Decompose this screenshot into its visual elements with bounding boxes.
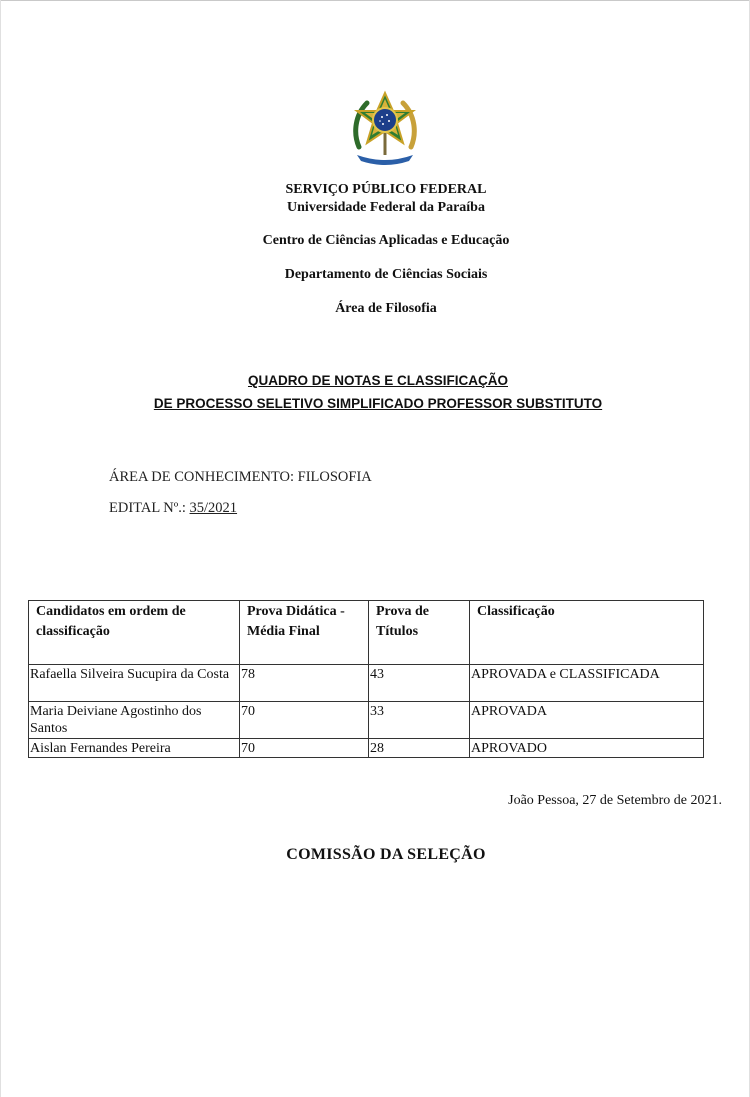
classification-status: APROVADA xyxy=(470,702,704,739)
knowledge-area: ÁREA DE CONHECIMENTO: FILOSOFIA xyxy=(109,469,372,485)
header-center: Centro de Ciências Aplicadas e Educação xyxy=(262,233,510,248)
header-area: Área de Filosofia xyxy=(335,301,437,316)
edital-number xyxy=(109,499,237,517)
grades-table xyxy=(28,600,704,758)
edital-value: 35/2021 xyxy=(189,500,238,516)
coat-of-arms-icon xyxy=(349,89,421,165)
classification-status: APROVADA e CLASSIFICADA xyxy=(470,665,704,702)
table-row xyxy=(29,739,704,758)
candidate-name: Maria Deiviane Agostinho dos Santos xyxy=(29,702,240,739)
date-place-line: João Pessoa, 27 de Setembro de 2021. xyxy=(508,793,722,808)
classification-status: APROVADO xyxy=(470,739,704,758)
document-subtitle: DE PROCESSO SELETIVO SIMPLIFICADO PROFESSOR SUBSTITUTO xyxy=(153,396,603,411)
didactic-score: 70 xyxy=(240,702,369,739)
didactic-score: 78 xyxy=(240,665,369,702)
header-federal-service: SERVIÇO PÚBLICO FEDERAL xyxy=(285,182,487,197)
column-header-didactic: Prova Didática - Média Final xyxy=(240,601,369,665)
titles-score: 33 xyxy=(369,702,470,739)
header-university: Universidade Federal da Paraíba xyxy=(287,200,485,215)
column-header-candidates: Candidatos em ordem de classificação xyxy=(29,601,240,665)
commission-signature: COMISSÃO DA SELEÇÃO xyxy=(286,846,486,863)
page-edge xyxy=(0,0,750,1)
column-header-classification: Classificação xyxy=(470,601,704,665)
table-header-row xyxy=(29,601,704,665)
page-edge xyxy=(0,0,1,1097)
table-row xyxy=(29,665,704,702)
candidate-name: Aislan Fernandes Pereira xyxy=(29,739,240,758)
document-title: QUADRO DE NOTAS E CLASSIFICAÇÃO xyxy=(247,373,508,388)
didactic-score: 70 xyxy=(240,739,369,758)
titles-score: 28 xyxy=(369,739,470,758)
column-header-titles: Prova de Títulos xyxy=(369,601,470,665)
header-department: Departamento de Ciências Sociais xyxy=(284,267,488,282)
edital-label: EDITAL Nº.: xyxy=(109,500,190,516)
candidate-name: Rafaella Silveira Sucupira da Costa xyxy=(29,665,240,702)
table-row xyxy=(29,702,704,739)
titles-score: 43 xyxy=(369,665,470,702)
